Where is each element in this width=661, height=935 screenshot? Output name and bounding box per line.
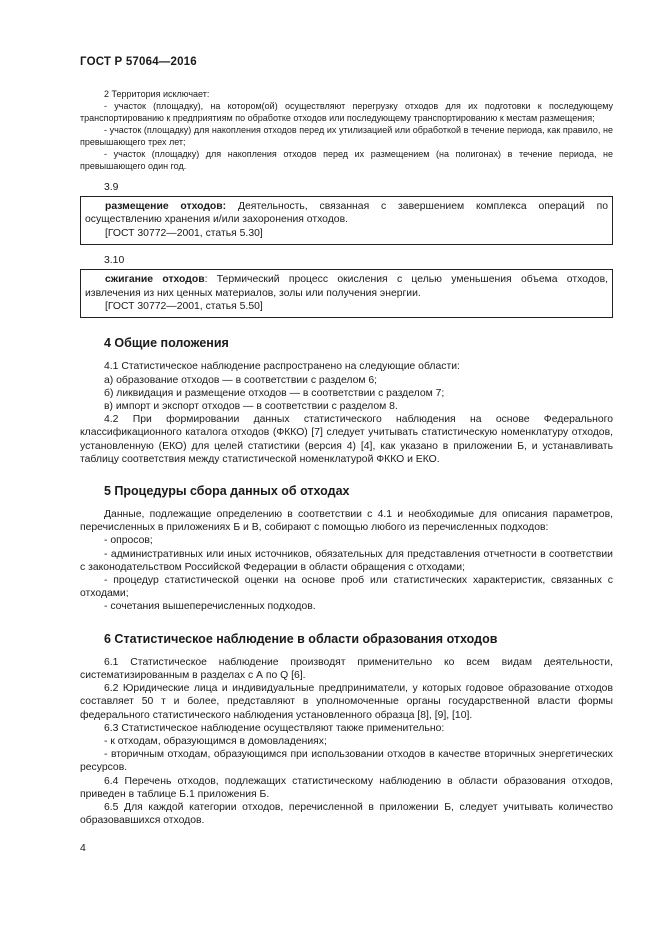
- page-number: 4: [80, 843, 86, 854]
- term-box-waste-placement: [80, 196, 613, 245]
- list-item: - процедур статистической оценки на основе проб или статистических характеристик, связанных с отходами;: [80, 575, 613, 600]
- section-4-body: [80, 360, 613, 466]
- paragraph: 4.1 Статистическое наблюдение распространено на следующие области:: [104, 361, 460, 373]
- list-item: - административных или иных источников, обязательных для представления отчетности в соответствии с законодательством Российской Федерации в области обращения с отходами;: [80, 548, 613, 573]
- list-item: б) ликвидация и размещение отходов — в соответствии с разделом 7;: [104, 387, 445, 399]
- section-6-heading: 6 Статистическое наблюдение в области образования отходов: [104, 631, 498, 646]
- term-box-waste-incineration: [80, 269, 613, 318]
- list-item: - опросов;: [104, 535, 153, 547]
- note-paragraph: - участок (площадку) для накопления отходов перед их утилизацией или обработкой в течение периода, как правило, не превышающего трех лет;: [80, 125, 613, 147]
- section-5-body: [80, 508, 613, 614]
- term-text: : Термический процесс окисления с целью уменьшения объема отходов, извлечения из них ценных материалов, золы или получения энергии.: [85, 274, 608, 299]
- list-item: а) образование отходов — в соответствии с разделом 6;: [104, 374, 378, 386]
- territory-note: [80, 88, 613, 172]
- section-5-heading: 5 Процедуры сбора данных об отходах: [104, 484, 350, 499]
- term-name: сжигание отходов: [105, 274, 205, 286]
- list-item: - сочетания вышеперечисленных подходов.: [104, 601, 316, 613]
- note-paragraph: - участок (площадку) для накопления отходов перед их размещением (на полигонах) в течение периода, не превышающего один год.: [80, 149, 613, 171]
- list-item: - вторичным отходам, образующимся при использовании отходов в качестве вторичных энергетических ресурсов.: [80, 749, 613, 774]
- paragraph: 4.2 При формировании данных статистического наблюдения на основе Федерального классификационного каталога отходов (ФККО) [7] следует учитывать статистическую номенклатуру отходов, установленную (ЕКО) для целей статистики (версия 4) [4], как указано в приложении Б, и устанавливать таблицу соответствия между статистической номенклатурой ФККО и ЕКО.: [80, 414, 613, 465]
- term-text: Деятельность, связанная с завершением комплекса операций по осуществлению хранения и/или захоронения отходов.: [85, 201, 608, 226]
- page-content: [80, 88, 613, 827]
- term-definition: [85, 273, 608, 300]
- paragraph: Данные, подлежащие определению в соответствии с 4.1 и необходимые для описания параметров, перечисленных в приложениях Б и В, собирают с помощью любого из перечисленных подходов:: [80, 509, 613, 534]
- term-reference: [ГОСТ 30772—2001, статья 5.50]: [105, 301, 263, 313]
- paragraph: 6.5 Для каждой категории отходов, перечисленной в приложении Б, следует учитывать количество образовавшихся отходов.: [80, 801, 613, 827]
- section-4-heading: 4 Общие положения: [104, 336, 229, 351]
- paragraph: 6.1 Статистическое наблюдение производят применительно ко всем видам деятельности, систематизированным в разделах с А по Q [6].: [80, 656, 613, 681]
- term-number: 3.10: [104, 255, 125, 267]
- term-definition: [85, 200, 608, 227]
- paragraph: 6.4 Перечень отходов, подлежащих статистическому наблюдению в области образования отходов, приведен в таблице Б.1 приложения Б.: [80, 775, 613, 800]
- term-number: 3.9: [104, 182, 119, 193]
- document-code: ГОСТ Р 57064—2016: [80, 56, 197, 68]
- term-name: размещение отходов:: [105, 201, 227, 212]
- paragraph: 6.2 Юридические лица и индивидуальные предприниматели, у которых годовое образование отходов составляет 50 т и более, представляют в уполномоченные органы государственной власти формы федерального статистического наблюдения установленного образца [8], [9], [10].: [80, 683, 613, 721]
- section-6-body: [80, 656, 613, 828]
- term-reference: [ГОСТ 30772—2001, статья 5.30]: [105, 227, 263, 239]
- note-paragraph: 2 Территория исключает:: [104, 89, 210, 99]
- note-paragraph: - участок (площадку), на котором(ой) осуществляют перегрузку отходов для их подготовки к последующему транспортированию к предприятиям по обработке отходов или последующему транспортированию к местам размещения;: [80, 101, 613, 123]
- paragraph: 6.3 Статистическое наблюдение осуществляют также применительно:: [104, 722, 445, 734]
- list-item: - к отходам, образующимся в домовладениях;: [104, 735, 327, 747]
- list-item: в) импорт и экспорт отходов — в соответствии с разделом 8.: [104, 401, 398, 413]
